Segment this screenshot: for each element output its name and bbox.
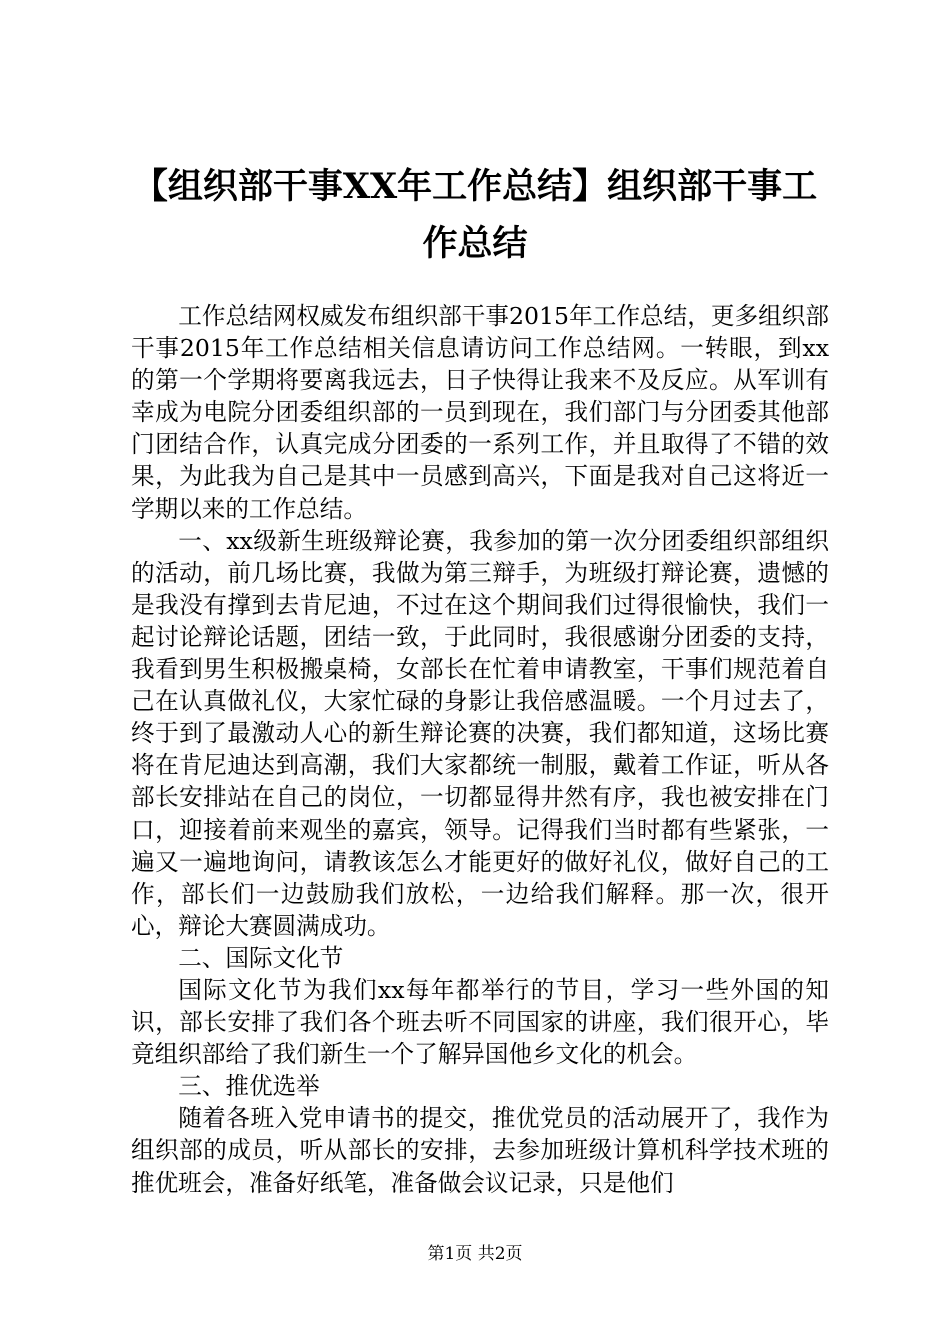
page-footer: 第1页 共2页 (427, 1244, 523, 1264)
document-title: 【组织部干事XX年工作总结】组织部干事工作总结 (132, 166, 818, 264)
heading-election: 三、推优选举 (178, 1072, 320, 1101)
heading-culture-festival: 二、国际文化节 (178, 943, 344, 972)
paragraph-election: 随着各班入党申请书的提交，推优党员的活动展开了，我作为组织部的成员，听从部长的安排，去参加班级计算机科学技术班的推优班会，准备好纸笔，准备做会议记录，只是他们 (131, 1104, 829, 1197)
paragraph-debate: 一、xx级新生班级辩论赛，我参加的第一次分团委组织部组织的活动，前几场比赛，我做为第三辩手，为班级打辩论赛，遗憾的是我没有撑到去肯尼迪，不过在这个期间我们过得很愉快，我们一起讨论辩论话题，团结一致，于此同时，我很感谢分团委的支持，我看到男生积极搬桌椅，女部长在忙着申请教室，干事们规范着自己在认真做礼仪，大家忙碌的身影让我倍感温暖。一个月过去了，终于到了最激动人心的新生辩论赛的决赛，我们都知道，这场比赛将在肯尼迪达到高潮，我们大家都统一制服，戴着工作证，听从各部长安排站在自己的岗位，一切都显得井然有序，我也被安排在门口，迎接着前来观坐的嘉宾，领导。记得我们当时都有些紧张，一遍又一遍地询问，请教该怎么才能更好的做好礼仪，做好自己的工作，部长们一边鼓励我们放松，一边给我们解释。那一次，很开心，辩论大赛圆满成功。 (131, 526, 829, 940)
paragraph-intro: 工作总结网权威发布组织部干事2015年工作总结，更多组织部干事2015年工作总结相关信息请访问工作总结网。一转眼，到xx的第一个学期将要离我远去，日子快得让我来不及反应。从军训有幸成为电院分团委组织部的一员到现在，我们部门与分团委其他部门团结合作，认真完成分团委的一系列工作，并且取得了不错的效果，为此我为自己是其中一员感到高兴，下面是我对自己这将近一学期以来的工作总结。 (131, 302, 829, 523)
document-body (131, 300, 829, 1199)
paragraph-culture-festival: 国际文化节为我们xx每年都举行的节目，学习一些外国的知识，部长安排了我们各个班去听不同国家的讲座，我们很开心，毕竟组织部给了我们新生一个了解异国他乡文化的机会。 (131, 975, 829, 1069)
